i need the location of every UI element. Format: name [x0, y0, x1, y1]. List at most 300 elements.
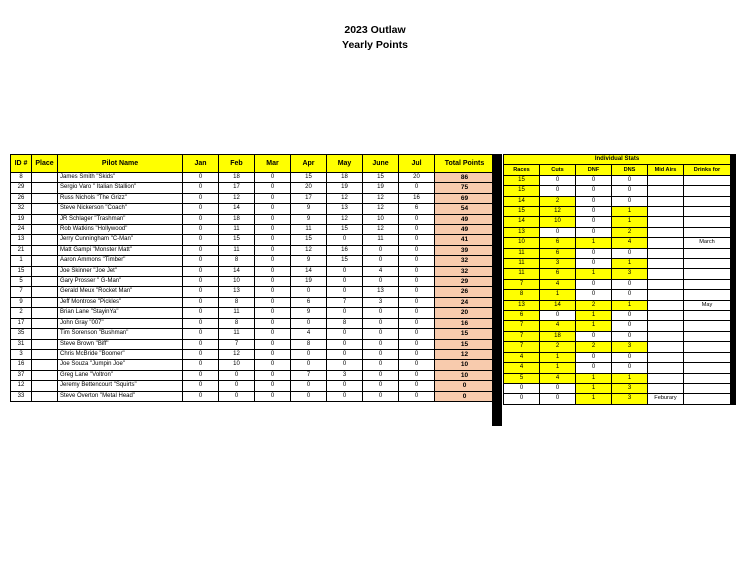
stat-drinks-for: [684, 373, 731, 383]
cell-feb: 11: [219, 329, 255, 339]
cell-name: Steve Brown "Biff": [58, 339, 183, 349]
cell-apr: 17: [291, 193, 327, 203]
cell-place: [32, 173, 58, 183]
stat-races: 15: [504, 186, 540, 196]
stat-dns: 0: [612, 290, 648, 300]
cell-name: Jeremy Bettencourt "Squirts": [58, 381, 183, 391]
stat-dnf: 2: [576, 342, 612, 352]
cell-june: 0: [363, 256, 399, 266]
cell-id: 8: [11, 173, 32, 183]
table-row: [11, 287, 495, 297]
stat-mid-airs: [648, 186, 684, 196]
table-row: [11, 391, 495, 401]
cell-may: 0: [327, 235, 363, 245]
points-header-row: [11, 155, 495, 173]
cell-may: 15: [327, 256, 363, 266]
stat-races: 0: [504, 383, 540, 393]
stat-dnf: 0: [576, 186, 612, 196]
cell-may: 3: [327, 370, 363, 380]
stat-drinks-for: May: [684, 300, 731, 310]
stats-row: [504, 331, 736, 341]
cell-name: Rob Watkins "Hollywood": [58, 225, 183, 235]
stat-cuts: 2: [540, 196, 576, 206]
cell-feb: 18: [219, 214, 255, 224]
cell-june: 10: [363, 214, 399, 224]
cell-mar: 0: [255, 391, 291, 401]
cell-mar: 0: [255, 370, 291, 380]
stat-cuts: 6: [540, 238, 576, 248]
stats-row: [504, 342, 736, 352]
col-header-may: May: [327, 155, 363, 173]
cell-id: 7: [11, 287, 32, 297]
cell-name: Joe Souza "Jumpin Joe": [58, 360, 183, 370]
col-header-feb: Feb: [219, 155, 255, 173]
stat-cuts: 3: [540, 259, 576, 269]
stat-races: 6: [504, 311, 540, 321]
cell-apr: 15: [291, 173, 327, 183]
stat-drinks-for: [684, 217, 731, 227]
cell-name: Joe Skinner "Joe Jet": [58, 266, 183, 276]
cell-mar: 0: [255, 183, 291, 193]
cell-mar: 0: [255, 173, 291, 183]
col-header-june: June: [363, 155, 399, 173]
table-row: [11, 183, 495, 193]
stat-dns: 0: [612, 248, 648, 258]
stats-edge: [731, 331, 736, 341]
stat-mid-airs: [648, 259, 684, 269]
stat-dns: 0: [612, 352, 648, 362]
stat-mid-airs: [648, 217, 684, 227]
cell-name: Steve Overton "Metal Head": [58, 391, 183, 401]
cell-apr: 0: [291, 391, 327, 401]
stat-dns: 0: [612, 175, 648, 185]
cell-mar: 0: [255, 214, 291, 224]
cell-may: 0: [327, 381, 363, 391]
stat-races: 14: [504, 217, 540, 227]
stat-dnf: 1: [576, 394, 612, 404]
stat-dnf: 0: [576, 290, 612, 300]
cell-jul: 0: [399, 329, 435, 339]
stats-row: [504, 248, 736, 258]
stats-edge: [731, 290, 736, 300]
stats-edge: [731, 248, 736, 258]
cell-total: 32: [435, 266, 495, 276]
cell-name: Russ Nichols "The Grizz": [58, 193, 183, 203]
table-row: [11, 308, 495, 318]
table-row: [11, 245, 495, 255]
stats-edge: [731, 238, 736, 248]
cell-id: 21: [11, 245, 32, 255]
cell-feb: 12: [219, 193, 255, 203]
cell-id: 24: [11, 225, 32, 235]
stats-edge: [731, 196, 736, 206]
col-header-dns: DNS: [612, 165, 648, 175]
cell-apr: 14: [291, 266, 327, 276]
stats-edge: [731, 227, 736, 237]
stats-edge: [731, 300, 736, 310]
cell-may: 15: [327, 225, 363, 235]
stat-dnf: 0: [576, 175, 612, 185]
cell-mar: 0: [255, 308, 291, 318]
cell-jul: 0: [399, 391, 435, 401]
cell-apr: 12: [291, 245, 327, 255]
cell-june: 0: [363, 329, 399, 339]
cell-feb: 7: [219, 339, 255, 349]
cell-name: Tim Sorenson "Bushman": [58, 329, 183, 339]
cell-mar: 0: [255, 204, 291, 214]
stat-cuts: 0: [540, 394, 576, 404]
cell-jul: 0: [399, 225, 435, 235]
table-row: [11, 277, 495, 287]
stats-edge: [731, 217, 736, 227]
stat-cuts: 0: [540, 227, 576, 237]
cell-mar: 0: [255, 349, 291, 359]
cell-apr: 6: [291, 297, 327, 307]
cell-jan: 0: [183, 381, 219, 391]
cell-june: 0: [363, 391, 399, 401]
stat-cuts: 4: [540, 279, 576, 289]
stat-races: 0: [504, 394, 540, 404]
stat-mid-airs: [648, 175, 684, 185]
stats-row: [504, 321, 736, 331]
cell-place: [32, 235, 58, 245]
cell-june: 0: [363, 370, 399, 380]
cell-may: 0: [327, 277, 363, 287]
cell-place: [32, 391, 58, 401]
stat-dns: 3: [612, 394, 648, 404]
cell-mar: 0: [255, 245, 291, 255]
cell-place: [32, 329, 58, 339]
stat-mid-airs: [648, 207, 684, 217]
cell-id: 31: [11, 339, 32, 349]
column-separator: [492, 154, 502, 426]
stats-row: [504, 217, 736, 227]
stat-dns: 1: [612, 300, 648, 310]
stat-dns: 0: [612, 196, 648, 206]
stats-row: [504, 352, 736, 362]
stats-edge: [731, 352, 736, 362]
cell-june: 0: [363, 349, 399, 359]
cell-apr: 0: [291, 287, 327, 297]
cell-jan: 0: [183, 370, 219, 380]
cell-jan: 0: [183, 193, 219, 203]
sheet-subtitle: Yearly Points: [342, 39, 408, 51]
cell-june: 4: [363, 266, 399, 276]
col-header-mar: Mar: [255, 155, 291, 173]
cell-feb: 8: [219, 256, 255, 266]
stats-edge: [731, 363, 736, 373]
table-row: [11, 329, 495, 339]
cell-feb: 11: [219, 308, 255, 318]
cell-total: 10: [435, 360, 495, 370]
stats-row: [504, 269, 736, 279]
stat-dnf: 0: [576, 217, 612, 227]
cell-feb: 10: [219, 277, 255, 287]
cell-feb: 17: [219, 183, 255, 193]
stats-edge: [731, 207, 736, 217]
cell-jan: 0: [183, 318, 219, 328]
cell-name: JR Schlager "Trashman": [58, 214, 183, 224]
table-row: [11, 225, 495, 235]
stats-row: [504, 238, 736, 248]
stat-mid-airs: [648, 352, 684, 362]
cell-jan: 0: [183, 308, 219, 318]
points-table: [10, 154, 495, 402]
stat-dns: 4: [612, 238, 648, 248]
stat-mid-airs: [648, 279, 684, 289]
cell-total: 26: [435, 287, 495, 297]
cell-name: John Gray "007": [58, 318, 183, 328]
stat-races: 13: [504, 227, 540, 237]
stat-drinks-for: [684, 394, 731, 404]
cell-place: [32, 183, 58, 193]
cell-apr: 11: [291, 225, 327, 235]
table-row: [11, 297, 495, 307]
stat-dnf: 0: [576, 259, 612, 269]
stat-cuts: 1: [540, 363, 576, 373]
stat-cuts: 1: [540, 290, 576, 300]
stat-mid-airs: [648, 238, 684, 248]
stat-races: 8: [504, 290, 540, 300]
cell-mar: 0: [255, 277, 291, 287]
stat-dns: 3: [612, 383, 648, 393]
stat-drinks-for: [684, 342, 731, 352]
stats-row: [504, 394, 736, 404]
cell-jul: 0: [399, 235, 435, 245]
cell-feb: 11: [219, 245, 255, 255]
cell-jan: 0: [183, 204, 219, 214]
col-header-jan: Jan: [183, 155, 219, 173]
stat-races: 11: [504, 269, 540, 279]
cell-total: 41: [435, 235, 495, 245]
cell-total: 15: [435, 329, 495, 339]
stat-dnf: 0: [576, 227, 612, 237]
stat-dns: 1: [612, 259, 648, 269]
cell-id: 12: [11, 381, 32, 391]
cell-id: 32: [11, 204, 32, 214]
cell-jul: 0: [399, 287, 435, 297]
stat-dns: 0: [612, 363, 648, 373]
cell-feb: 8: [219, 297, 255, 307]
col-header-drinks-for: Drinks for: [684, 165, 731, 175]
stats-edge: [731, 165, 736, 175]
col-header-place: Place: [32, 155, 58, 173]
cell-jul: 0: [399, 214, 435, 224]
cell-place: [32, 266, 58, 276]
col-header-races: Races: [504, 165, 540, 175]
stat-cuts: 0: [540, 175, 576, 185]
cell-jan: 0: [183, 173, 219, 183]
cell-total: 69: [435, 193, 495, 203]
cell-feb: 18: [219, 173, 255, 183]
stat-dnf: 0: [576, 279, 612, 289]
cell-mar: 0: [255, 287, 291, 297]
stat-dns: 3: [612, 342, 648, 352]
cell-total: 39: [435, 245, 495, 255]
cell-may: 13: [327, 204, 363, 214]
cell-place: [32, 214, 58, 224]
cell-total: 20: [435, 308, 495, 318]
cell-may: 0: [327, 266, 363, 276]
stats-edge: [731, 155, 736, 165]
cell-place: [32, 277, 58, 287]
stat-races: 7: [504, 321, 540, 331]
stat-races: 5: [504, 373, 540, 383]
cell-place: [32, 193, 58, 203]
table-row: [11, 204, 495, 214]
stats-row: [504, 300, 736, 310]
cell-feb: 10: [219, 360, 255, 370]
stat-mid-airs: [648, 311, 684, 321]
stats-edge: [731, 175, 736, 185]
stat-races: 10: [504, 238, 540, 248]
cell-jul: 0: [399, 349, 435, 359]
stat-cuts: 12: [540, 207, 576, 217]
stats-row: [504, 279, 736, 289]
cell-june: 12: [363, 193, 399, 203]
cell-jan: 0: [183, 349, 219, 359]
cell-jan: 0: [183, 360, 219, 370]
cell-jan: 0: [183, 214, 219, 224]
cell-id: 26: [11, 193, 32, 203]
cell-jul: 0: [399, 266, 435, 276]
stat-races: 14: [504, 196, 540, 206]
cell-jan: 0: [183, 391, 219, 401]
cell-june: 12: [363, 204, 399, 214]
cell-apr: 0: [291, 360, 327, 370]
cell-jul: 6: [399, 204, 435, 214]
cell-apr: 9: [291, 204, 327, 214]
cell-may: 0: [327, 308, 363, 318]
cell-may: 18: [327, 173, 363, 183]
cell-jul: 0: [399, 277, 435, 287]
cell-total: 15: [435, 339, 495, 349]
cell-total: 75: [435, 183, 495, 193]
cell-mar: 0: [255, 329, 291, 339]
cell-apr: 0: [291, 349, 327, 359]
col-header-jul: Jul: [399, 155, 435, 173]
stats-edge: [731, 269, 736, 279]
stat-mid-airs: [648, 248, 684, 258]
cell-apr: 20: [291, 183, 327, 193]
cell-name: Sergio Varo " Italian Stallion": [58, 183, 183, 193]
stats-row: [504, 175, 736, 185]
cell-may: 0: [327, 287, 363, 297]
cell-feb: 8: [219, 318, 255, 328]
cell-jan: 0: [183, 245, 219, 255]
cell-jul: 16: [399, 193, 435, 203]
cell-jan: 0: [183, 339, 219, 349]
cell-june: 0: [363, 277, 399, 287]
stat-dnf: 1: [576, 269, 612, 279]
cell-name: Aaron Ammons "Timber": [58, 256, 183, 266]
stat-drinks-for: [684, 352, 731, 362]
stat-dnf: 1: [576, 321, 612, 331]
cell-feb: 11: [219, 225, 255, 235]
table-row: [11, 339, 495, 349]
stat-races: 7: [504, 331, 540, 341]
cell-jan: 0: [183, 183, 219, 193]
stats-group-header: Individual Stats: [504, 155, 731, 165]
stat-mid-airs: [648, 363, 684, 373]
cell-apr: 9: [291, 256, 327, 266]
stat-dnf: 0: [576, 331, 612, 341]
stat-mid-airs: [648, 331, 684, 341]
stat-drinks-for: [684, 175, 731, 185]
cell-place: [32, 381, 58, 391]
stat-cuts: 1: [540, 352, 576, 362]
stat-mid-airs: [648, 321, 684, 331]
cell-mar: 0: [255, 256, 291, 266]
table-row: [11, 360, 495, 370]
cell-total: 0: [435, 391, 495, 401]
cell-may: 0: [327, 329, 363, 339]
stat-dnf: 0: [576, 196, 612, 206]
cell-apr: 9: [291, 214, 327, 224]
cell-jul: 0: [399, 370, 435, 380]
cell-total: 32: [435, 256, 495, 266]
stats-row: [504, 196, 736, 206]
cell-id: 15: [11, 266, 32, 276]
stat-dnf: 0: [576, 207, 612, 217]
cell-june: 13: [363, 287, 399, 297]
cell-id: 37: [11, 370, 32, 380]
col-header-id: ID #: [11, 155, 32, 173]
cell-place: [32, 245, 58, 255]
cell-mar: 0: [255, 266, 291, 276]
cell-place: [32, 204, 58, 214]
stats-edge: [731, 186, 736, 196]
stat-drinks-for: March: [684, 238, 731, 248]
stat-cuts: 4: [540, 373, 576, 383]
stat-cuts: 6: [540, 248, 576, 258]
stat-dns: 0: [612, 279, 648, 289]
stats-header-row: [504, 165, 736, 175]
cell-may: 7: [327, 297, 363, 307]
cell-june: 19: [363, 183, 399, 193]
cell-id: 2: [11, 308, 32, 318]
cell-place: [32, 287, 58, 297]
stats-row: [504, 363, 736, 373]
stats-edge: [731, 279, 736, 289]
stats-edge: [731, 373, 736, 383]
cell-name: Brian Lane "StayinYa": [58, 308, 183, 318]
stat-races: 7: [504, 279, 540, 289]
cell-id: 13: [11, 235, 32, 245]
cell-mar: 0: [255, 318, 291, 328]
stat-drinks-for: [684, 269, 731, 279]
stat-drinks-for: [684, 311, 731, 321]
cell-total: 49: [435, 225, 495, 235]
cell-june: 0: [363, 360, 399, 370]
cell-apr: 7: [291, 370, 327, 380]
col-header-pilot-name: Pilot Name: [58, 155, 183, 173]
cell-may: 19: [327, 183, 363, 193]
cell-may: 8: [327, 318, 363, 328]
cell-apr: 4: [291, 329, 327, 339]
stat-races: 11: [504, 248, 540, 258]
cell-jan: 0: [183, 287, 219, 297]
stat-dnf: 0: [576, 248, 612, 258]
stat-cuts: 18: [540, 331, 576, 341]
cell-name: Jerry Cunningham "C-Man": [58, 235, 183, 245]
cell-apr: 9: [291, 308, 327, 318]
stat-drinks-for: [684, 331, 731, 341]
cell-place: [32, 370, 58, 380]
stat-mid-airs: [648, 383, 684, 393]
cell-mar: 0: [255, 339, 291, 349]
stats-edge: [731, 394, 736, 404]
